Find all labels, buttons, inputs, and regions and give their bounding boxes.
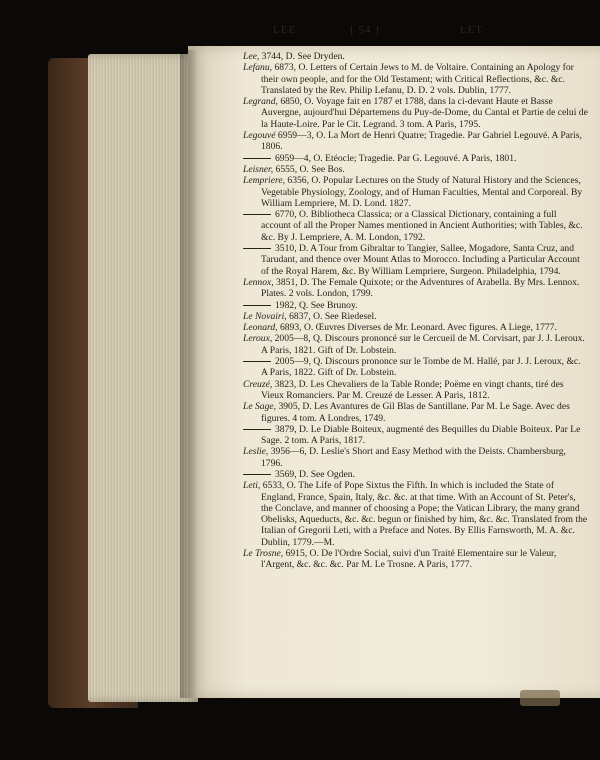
page-number: [ 54 ] bbox=[350, 24, 380, 36]
catalog-entry bbox=[243, 548, 588, 571]
entry-text: 3744, D. See Dryden. bbox=[259, 51, 345, 62]
catalog-entries bbox=[243, 51, 588, 571]
entry-author: Lennox, bbox=[243, 276, 274, 288]
entry-text: 1982, Q. See Brunoy. bbox=[275, 299, 358, 311]
entry-author: Le Trosne, bbox=[243, 548, 284, 560]
entry-text: 6770, O. Bibliotheca Classica; or a Classical Dictionary, containing a full account of all the Proper Names mentioned in Ancient Authorities; with Tables, &c. &c. By J. Lempriere, A. M. London, 1792. bbox=[261, 209, 583, 243]
ditto-dash bbox=[243, 305, 271, 306]
entry-author: Lee, bbox=[243, 51, 260, 62]
ditto-dash bbox=[243, 429, 271, 430]
entry-text: 3823, D. Les Chevaliers de la Table Ronde; Poëme en vingt chants, tiré des Vieux Romanciers. Par M. Creuzé de Lesser. A Paris, 1812. bbox=[261, 378, 564, 401]
entry-text: 3851, D. The Female Quixote; or the Adventures of Arabella. By Mrs. Lennox. Plates. 2 vols. London, 1799. bbox=[261, 276, 580, 300]
header-right-guide: LET bbox=[459, 24, 483, 36]
entry-author: Lefanu, bbox=[243, 62, 273, 74]
catalog-entry bbox=[243, 311, 588, 322]
entry-author: Leslie, bbox=[243, 446, 269, 458]
entry-text: 3510, D. A Tour from Gibraltar to Tangier, Sallee, Mogadore, Santa Cruz, and Tarudant, and thence over Mount Atlas to Morocco. Including a Particular Account of the Royal Harem, &c. By William Lempriere, Surgeon. Philadelphia, 1794. bbox=[261, 243, 580, 277]
catalog-entry bbox=[243, 130, 588, 153]
catalog-entry bbox=[243, 62, 588, 96]
entry-author: Legrand, bbox=[243, 96, 278, 108]
catalog-entry bbox=[243, 480, 588, 548]
catalog-entry bbox=[243, 379, 588, 402]
entry-text: 6959—4, O. Etéocle; Tragedie. Par G. Legouvé. A Paris, 1801. bbox=[275, 152, 517, 164]
catalog-entry bbox=[243, 209, 588, 243]
catalog-entry bbox=[243, 175, 588, 209]
catalog-entry bbox=[243, 446, 588, 469]
catalog-entry bbox=[243, 96, 588, 130]
entry-text: 6533, O. The Life of Pope Sixtus the Fifth. In which is included the State of England, France, Spain, Italy, &c. &c. at that time. With an Account of St. Peter's, the Conclave, and manner of choosing a Pope; the Vatican Library, the many grand Obelisks, Aqueducts, &c. &c. begun or finished by him, &c. &c. Translated from the Italian of Gregorii Leti, with a Preface and Notes. By Ellis Farnsworth, M. A. &c. Dublin, 1779.—M. bbox=[260, 480, 588, 548]
catalog-entry bbox=[243, 424, 588, 447]
catalog-entry bbox=[243, 51, 588, 62]
ditto-dash bbox=[243, 158, 271, 159]
entry-text: 2005—9, Q. Discours prononce sur le Tombe de M. Hallé, par J. J. Leroux, &c. A Paris, 1822. Gift of Dr. Lobstein. bbox=[261, 356, 581, 379]
catalog-entry bbox=[243, 277, 588, 300]
entry-author: Creuzé, bbox=[243, 378, 273, 390]
ditto-dash bbox=[243, 214, 271, 215]
book-clasp bbox=[520, 690, 560, 706]
entry-author: Lempriere, bbox=[243, 175, 286, 187]
entry-text: 6555, O. See Bos. bbox=[273, 163, 345, 175]
entry-text: 3956—6, D. Leslie's Short and Easy Method with the Deists. Chambersburg, 1796. bbox=[261, 446, 566, 469]
entry-text: 6873, O. Letters of Certain Jews to M. de Voltaire. Containing an Apology for their own people, and for the Old Testament; with Critical Reflections, &c. &c. Translated by the Rev. Philip Lefanu, D. D. 2 vols. Dublin, 1777. bbox=[261, 62, 574, 96]
entry-text: 3569, D. See Ogden. bbox=[275, 468, 355, 480]
catalog-entry bbox=[243, 164, 588, 175]
catalog-entry bbox=[243, 333, 588, 356]
catalog-entry bbox=[243, 469, 588, 480]
entry-text: 3905, D. Les Avantures de Gil Blas de Santillane. Par M. Le Sage. Avec des figures. 4 tom. A Londres, 1749. bbox=[261, 401, 570, 424]
entry-author: Legouvé bbox=[243, 130, 276, 142]
ditto-dash bbox=[243, 361, 271, 362]
ditto-dash bbox=[243, 248, 271, 249]
catalog-entry bbox=[243, 322, 588, 333]
entry-author: Leisner, bbox=[243, 163, 274, 175]
entry-author: Leroux, bbox=[243, 333, 273, 345]
entry-text: 2005—8, Q. Discours prononcé sur le Cercueil de M. Corvisart, par J. J. Leroux. A Paris, 1821. Gift of Dr. Lobstein. bbox=[261, 333, 585, 356]
catalog-entry bbox=[243, 300, 588, 311]
catalog-entry bbox=[243, 243, 588, 277]
entry-author: Le Sage, bbox=[243, 401, 277, 413]
entry-text: 6356, O. Popular Lectures on the Study of Natural History and the Sciences, Vegetable Physiology, Zoology, and of Human Faculties, Mental and Corporeal. By William Lempriere, M. D. Lond. 1827. bbox=[261, 175, 583, 209]
catalog-entry bbox=[243, 356, 588, 379]
catalog-entry bbox=[243, 153, 588, 164]
entry-author: Leonard, bbox=[243, 322, 278, 334]
catalog-entry bbox=[243, 401, 588, 424]
ditto-dash bbox=[243, 474, 271, 475]
entry-text: 3879, D. Le Diable Boiteux, augmenté des Bequilles du Diable Boiteux. Par Le Sage. 2 tom. A Paris, 1817. bbox=[261, 423, 581, 447]
entry-text: 6837, O. See Riedesel. bbox=[286, 310, 377, 322]
header-left-guide: LEE bbox=[273, 24, 297, 36]
entry-text: 6850, O. Voyage fait en 1787 et 1788, dans la ci-devant Haute et Basse Auvergne, aujourd'hui Départemens du Puy-de-Dome, du Cantal et Partie de celui de la Haute-Loire. Par le Cit. Legrand. 3 tom. A Paris, 1795. bbox=[261, 96, 588, 130]
entry-text: 6915, O. De l'Ordre Social, suivi d'un Traité Elementaire sur le Valeur, l'Argent, &c. &c. &c. Par M. Le Trosne. A Paris, 1777. bbox=[261, 548, 557, 571]
entry-author: Le Novairi, bbox=[243, 310, 287, 322]
entry-author: Leti, bbox=[243, 480, 261, 492]
entry-text: 6893, O. Œuvres Diverses de Mr. Leonard. Avec figures. A Liege, 1777. bbox=[277, 322, 557, 334]
spine-gutter bbox=[180, 50, 198, 698]
entry-text: 6959—3, O. La Mort de Henri Quatre; Tragedie. Par Gabriel Legouvé. A Paris, 1806. bbox=[261, 130, 582, 153]
page-header bbox=[190, 24, 535, 40]
